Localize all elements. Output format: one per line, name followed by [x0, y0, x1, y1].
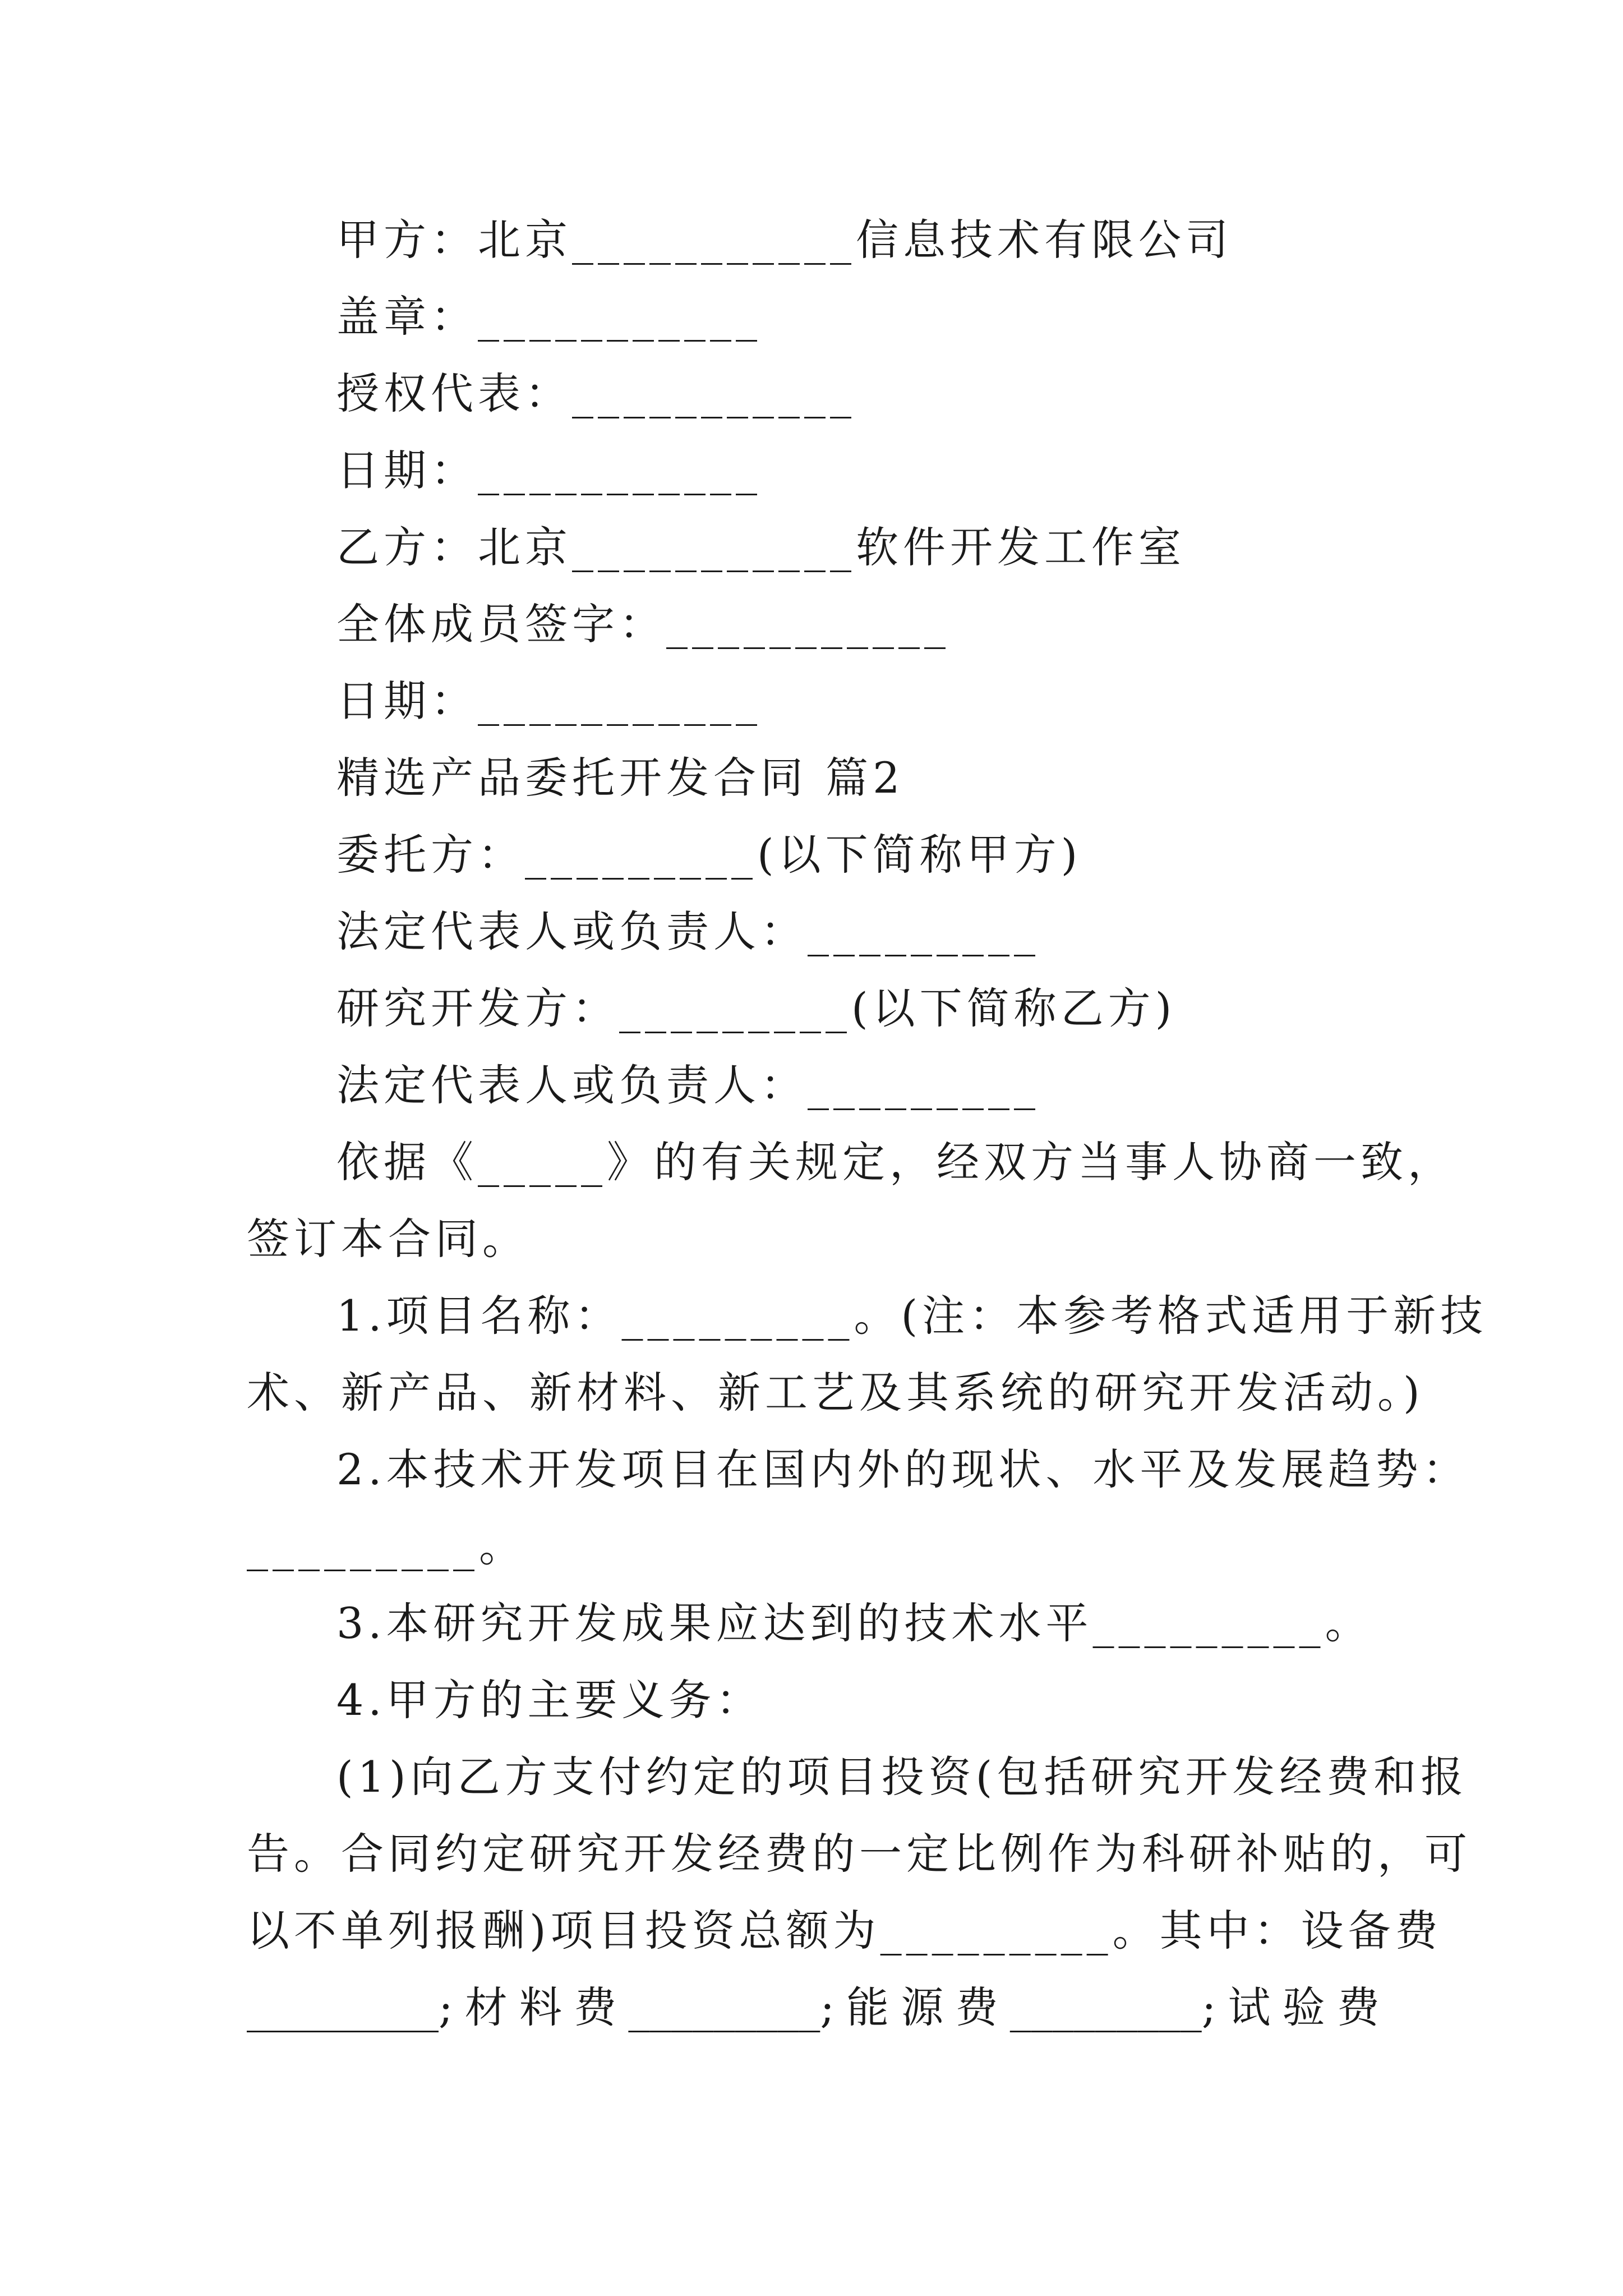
item4-1-line-1: (1)向乙方支付约定的项目投资(包括研究开发经费和报	[336, 1752, 1468, 1802]
client-line: 委托方：_________(以下简称甲方)	[336, 830, 1082, 880]
cost-part: 费	[1336, 1982, 1380, 2032]
basis-paragraph-line-1: 依据《_____》的有关规定，经双方当事人协商一致，	[336, 1137, 1455, 1187]
cost-part: 费	[955, 1982, 998, 2032]
cost-part: _________;	[247, 1982, 453, 2032]
item4-1-line-4	[247, 1982, 1380, 2032]
party-a-name-line: 甲方：北京___________信息技术有限公司	[336, 215, 1233, 265]
item4-line: 4.甲方的主要义务：	[336, 1675, 763, 1725]
party-b-members-signature-line: 全体成员签字：___________	[336, 599, 950, 649]
item2-line-2: _________。	[247, 1521, 526, 1571]
party-b-name-line: 乙方：北京___________软件开发工作室	[336, 522, 1186, 572]
party-b-date-line: 日期：___________	[336, 676, 762, 726]
basis-paragraph-line-2: 签订本合同。	[247, 1214, 529, 1264]
party-a-date-line: 日期：___________	[336, 445, 762, 495]
client-representative-line: 法定代表人或负责人：_________	[336, 907, 1040, 956]
cost-part: _________;	[628, 1982, 834, 2032]
party-a-representative-line: 授权代表：___________	[336, 369, 856, 418]
cost-part: _________;	[1009, 1982, 1216, 2032]
item1-line-1: 1.项目名称：_________。(注：本参考格式适用于新技	[336, 1291, 1488, 1341]
party-a-seal-line: 盖章：___________	[336, 292, 762, 342]
cost-part: 费	[574, 1982, 617, 2032]
developer-line: 研究开发方：_________(以下简称乙方)	[336, 983, 1177, 1033]
item1-line-2: 术、新产品、新材料、新工艺及其系统的研究开发活动。)	[247, 1368, 1424, 1418]
cost-part: 试	[1228, 1982, 1271, 2032]
cost-part: 料	[519, 1982, 562, 2032]
section-heading: 精选产品委托开发合同 篇2	[336, 753, 905, 803]
cost-part: 能	[846, 1982, 889, 2032]
developer-representative-line: 法定代表人或负责人：_________	[336, 1060, 1040, 1110]
cost-part: 源	[901, 1982, 944, 2032]
item2-line-1: 2.本技术开发项目在国内外的现状、水平及发展趋势：	[336, 1444, 1470, 1494]
item4-1-line-2: 告。合同约定研究开发经费的一定比例作为科研补贴的，可	[247, 1829, 1472, 1879]
item4-1-line-3: 以不单列报酬)项目投资总额为_________。其中：设备费	[247, 1906, 1442, 1955]
cost-part: 材	[464, 1982, 508, 2032]
item3-line: 3.本研究开发成果应达到的技术水平_________。	[336, 1598, 1372, 1648]
cost-part: 验	[1282, 1982, 1325, 2032]
